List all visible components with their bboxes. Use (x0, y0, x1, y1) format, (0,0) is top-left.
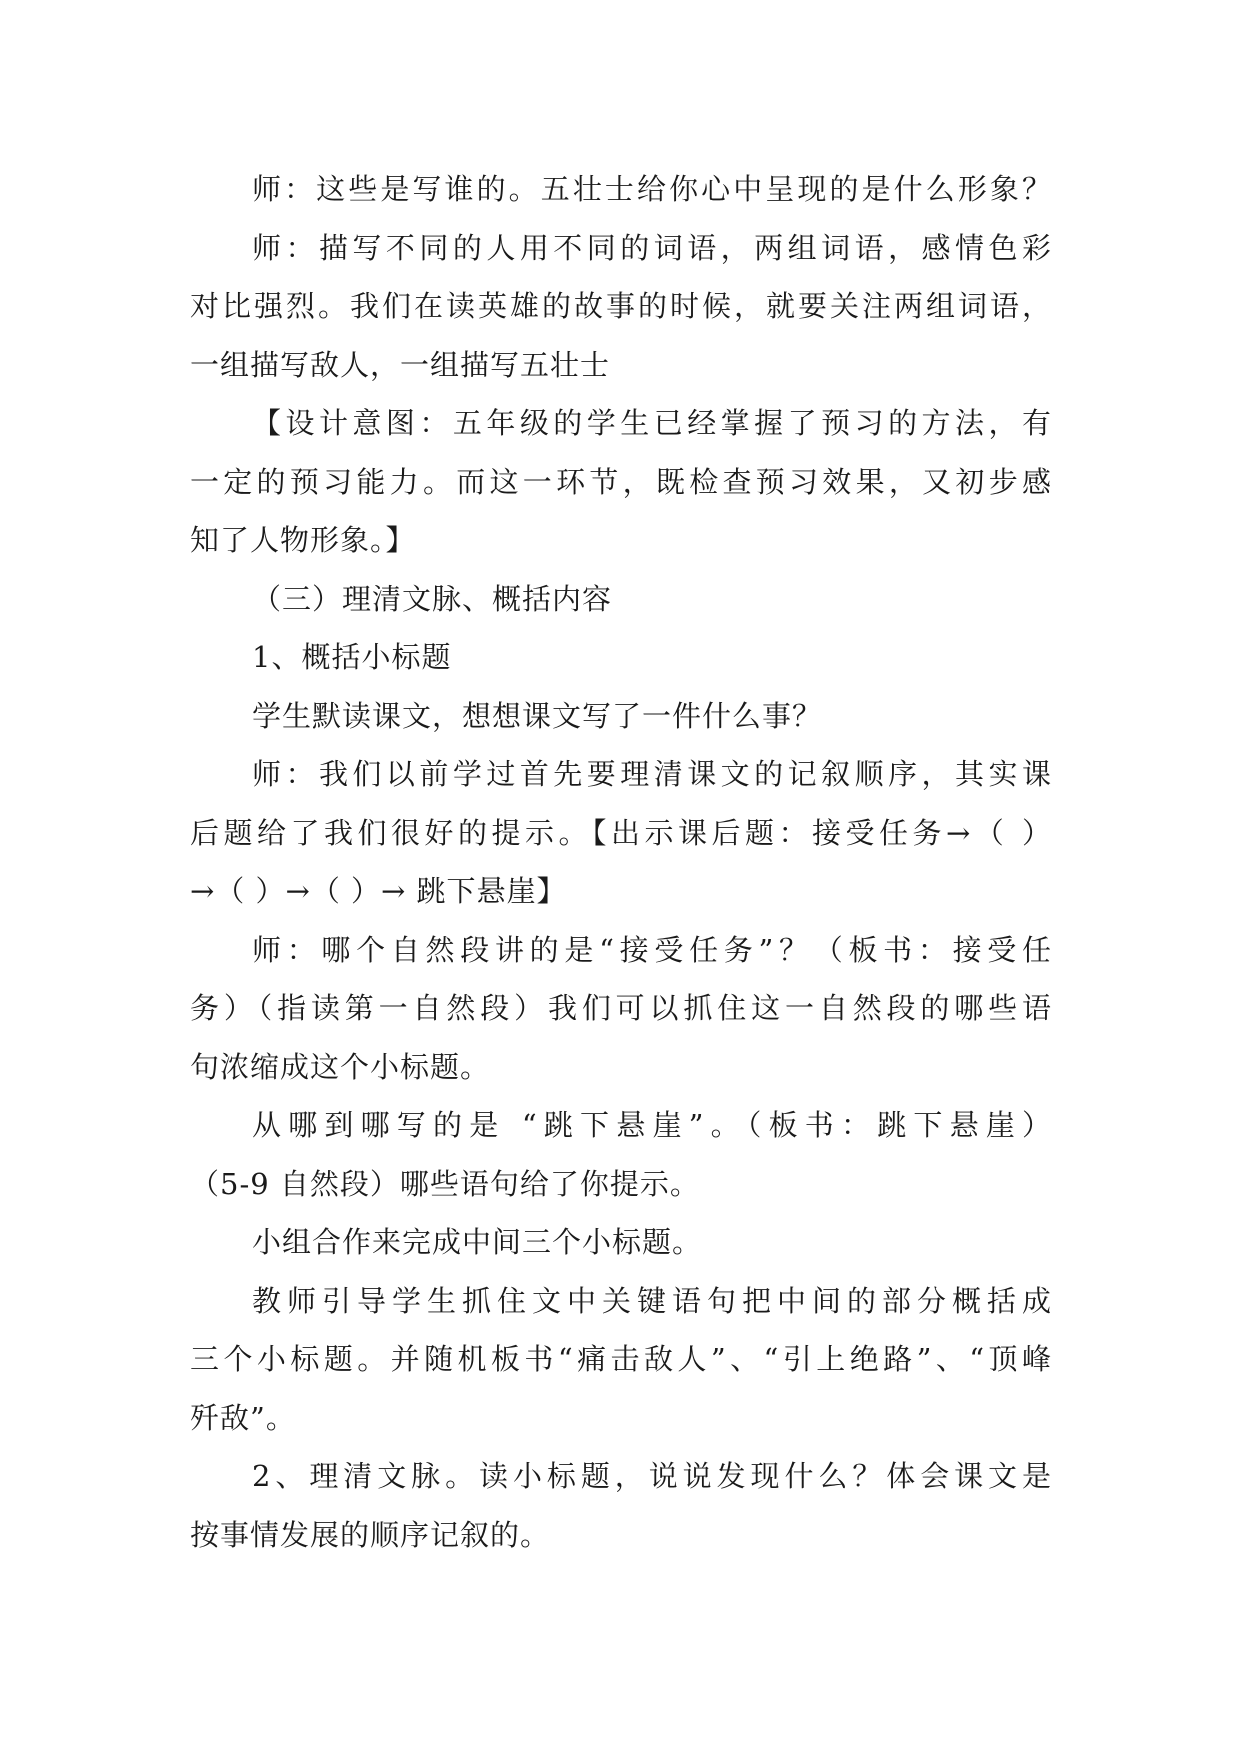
paragraph-line (190, 277, 1052, 336)
line-text: 师：这些是写谁的。五壮士给你心中呈现的是什么形象？ (252, 172, 1052, 206)
line-text: 一定的预习能力。而这一环节，既检查预习效果，又初步感 (190, 464, 1052, 499)
line-text: 教师引导学生抓住文中关键语句把中间的部分概括成 (252, 1283, 1052, 1318)
line-text: 三个小标题。并随机板书“痛击敌人”、“引上绝路”、“顶峰 (190, 1342, 1052, 1376)
paragraph-line (190, 336, 1052, 395)
line-text: 句浓缩成这个小标题。 (190, 1049, 491, 1084)
paragraph-line (190, 1447, 1052, 1506)
line-text: 后题给了我们很好的提示。【出示课后题：接受任务→（ ） (190, 815, 1052, 850)
line-text: →（ ）→（ ）→ 跳下悬崖】 (190, 874, 567, 908)
paragraph-line (190, 921, 1052, 980)
line-text: 对比强烈。我们在读英雄的故事的时候，就要关注两组词语， (190, 289, 1052, 323)
subsection-heading (190, 628, 1052, 687)
line-text: 师：描写不同的人用不同的词语，两组词语，感情色彩 (252, 230, 1052, 265)
line-text: 知了人物形象。】 (190, 523, 416, 557)
line-text: 【设计意图：五年级的学生已经掌握了预习的方法，有 (252, 406, 1052, 440)
paragraph-line (190, 1213, 1052, 1272)
paragraph-line (190, 687, 1052, 746)
line-text: 务）（指读第一自然段）我们可以抓住这一自然段的哪些语 (190, 991, 1052, 1025)
line-text: （三）理清文脉、概括内容 (252, 581, 613, 616)
paragraph-line (190, 1096, 1052, 1155)
line-text: 歼敌”。 (190, 1400, 296, 1435)
paragraph-line (190, 1506, 1052, 1565)
line-text: 按事情发展的顺序记叙的。 (190, 1517, 551, 1552)
line-text: 学生默读课文，想想课文写了一件什么事？ (252, 698, 823, 733)
paragraph-line (190, 1330, 1052, 1389)
paragraph-line (190, 1155, 1052, 1214)
paragraph-line (190, 219, 1052, 278)
paragraph-line (190, 745, 1052, 804)
paragraph-line (190, 862, 1052, 921)
paragraph-line (190, 1389, 1052, 1448)
line-text: 一组描写敌人，一组描写五壮士 (190, 347, 611, 382)
paragraph-line (190, 1038, 1052, 1097)
paragraph-line (190, 511, 1052, 570)
section-heading (190, 570, 1052, 629)
lesson-plan-text (190, 160, 1052, 1564)
paragraph-line (190, 1272, 1052, 1331)
line-text: 师：我们以前学过首先要理清课文的记叙顺序，其实课 (252, 757, 1052, 791)
line-text: 1、概括小标题 (252, 640, 452, 674)
line-text: （5-9 自然段）哪些语句给了你提示。 (190, 1166, 700, 1201)
line-text: 小组合作来完成中间三个小标题。 (252, 1225, 703, 1259)
paragraph-line (190, 979, 1052, 1038)
paragraph-line (190, 453, 1052, 512)
line-text: 师：哪个自然段讲的是“接受任务”？（板书：接受任 (252, 932, 1052, 967)
line-text: 2、理清文脉。读小标题，说说发现什么？体会课文是 (252, 1459, 1052, 1493)
paragraph-line (190, 394, 1052, 453)
paragraph-line (190, 804, 1052, 863)
paragraph-line (190, 160, 1052, 219)
line-text: 从哪到哪写的是 “跳下悬崖”。（板书：跳下悬崖） (252, 1108, 1052, 1142)
